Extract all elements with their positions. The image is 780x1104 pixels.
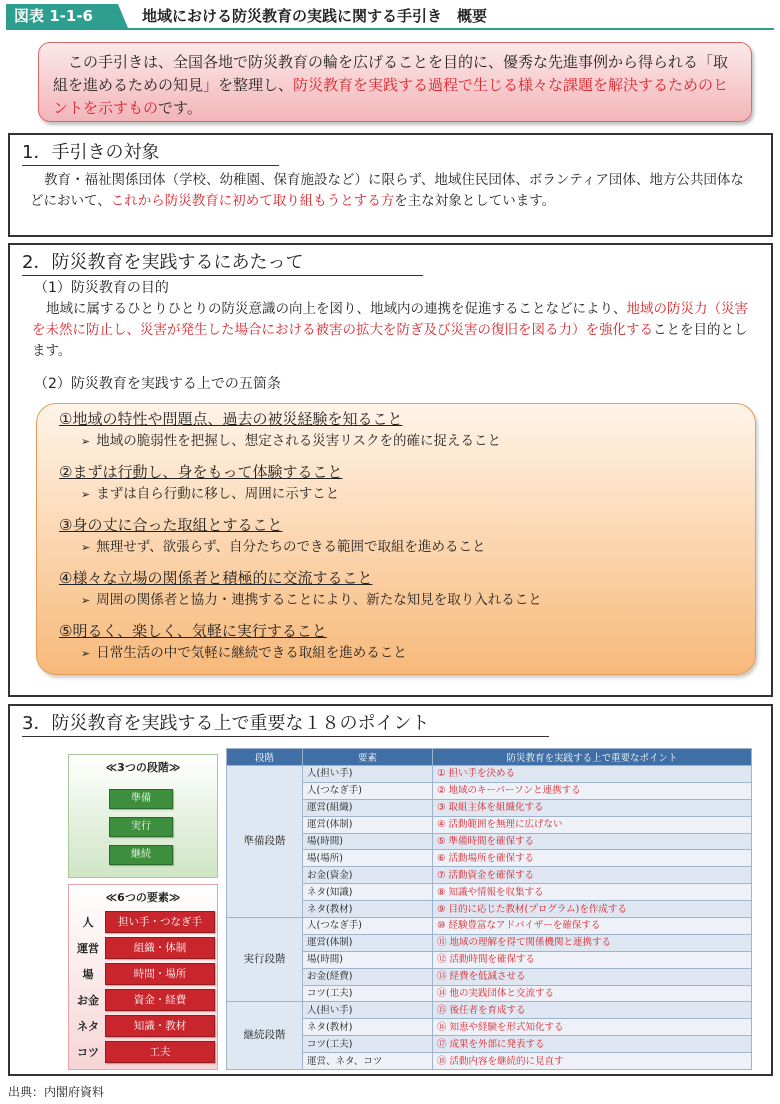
point-cell: ⑥ 活動場所を確保する	[433, 850, 752, 867]
stage-cell: 継続段階	[227, 1002, 303, 1070]
element-label: 場	[82, 968, 94, 981]
element-label: コツ	[77, 1046, 99, 1059]
element-cell: ネタ(知識)	[303, 884, 433, 901]
point-cell: ⑨ 目的に応じた教材(プログラム)を作成する	[433, 901, 752, 918]
stage-label: 実行	[109, 817, 173, 837]
table-row	[227, 884, 752, 901]
element-label: ネタ	[77, 1020, 99, 1033]
element-row	[73, 963, 215, 985]
purpose-heading: （1）防災教育の目的	[34, 280, 169, 296]
stage-cell: 準備段階	[227, 766, 303, 918]
point-cell: ② 地域のキーパーソンと連携する	[433, 782, 752, 799]
element-label: 人	[82, 916, 94, 929]
intro-text: この手引きは、全国各地で防災教育の輪を広げることを目的に、優秀な先進事例から得られる「取組を進めるための知見」を整理し、	[53, 53, 729, 94]
section-practice-title: 2．防災教育を実践するにあたって	[22, 251, 423, 276]
point-cell: ⑯ 知恵や経験を形式知化する	[433, 1019, 752, 1036]
table-row	[227, 1053, 752, 1070]
element-cell: ネタ(教材)	[303, 1019, 433, 1036]
element-cell: ネタ(教材)	[303, 901, 433, 918]
table-row	[227, 934, 752, 951]
stage-label: 準備	[109, 789, 173, 809]
point-cell: ④ 活動範囲を無理に広げない	[433, 816, 752, 833]
table-row	[227, 901, 752, 918]
table-row	[227, 867, 752, 884]
element-value: 資金・経費	[105, 989, 215, 1011]
section-target-text-b: を主な対象としています。	[394, 193, 556, 209]
element-cell: 人(担い手)	[303, 1002, 433, 1019]
element-value: 時間・場所	[105, 963, 215, 985]
point-cell: ① 担い手を決める	[433, 766, 752, 783]
element-value: 工夫	[105, 1041, 215, 1063]
point-cell: ⑦ 活動資金を確保する	[433, 867, 752, 884]
table-header-element: 要素	[303, 749, 433, 766]
table-header-point: 防災教育を実践する上で重要なポイント	[433, 749, 752, 766]
bullet-arrow-icon: ➢	[81, 647, 91, 660]
section-target-title: 1．手引きの対象	[22, 141, 279, 166]
elements-panel	[68, 884, 218, 1070]
point-cell: ⑫ 活動時間を確保する	[433, 951, 752, 968]
figure-number-badge: 図表 1-1-6	[6, 4, 118, 28]
table-row	[227, 985, 752, 1002]
table-row	[227, 816, 752, 833]
table-row	[227, 1019, 752, 1036]
bullet-arrow-icon: ➢	[81, 435, 91, 448]
element-cell: 場(時間)	[303, 951, 433, 968]
stages-panel-title: ≪3つの段階≫	[105, 761, 181, 774]
section-target-highlight: これから防災教育に初めて取り組もうとする方	[110, 193, 395, 209]
bullet-arrow-icon: ➢	[81, 594, 91, 607]
article-heading: ⑤明るく、楽しく、気軽に実行すること	[59, 622, 327, 640]
point-cell: ⑱ 活動内容を継続的に見直す	[433, 1053, 752, 1070]
point-cell: ⑪ 地域の理解を得て関係機関と連携する	[433, 934, 752, 951]
article-detail	[59, 430, 755, 453]
article-heading: ③身の丈に合った取組とすること	[59, 516, 283, 534]
element-value: 組織・体制	[105, 937, 215, 959]
table-row	[227, 918, 752, 935]
purpose-text	[32, 299, 753, 362]
section-practice	[8, 243, 773, 697]
point-cell: ⑬ 経費を低減させる	[433, 968, 752, 985]
element-row	[73, 1015, 215, 1037]
table-row	[227, 951, 752, 968]
stage-cell: 実行段階	[227, 918, 303, 1002]
table-row	[227, 1002, 752, 1019]
figure-header	[6, 4, 774, 30]
element-cell: 人(つなぎ手)	[303, 782, 433, 799]
elements-panel-title: ≪6つの要素≫	[105, 891, 181, 904]
article-heading: ④様々な立場の関係者と積極的に交流すること	[59, 569, 373, 587]
element-row	[73, 989, 215, 1011]
purpose-text-a: 地域に属するひとりひとりの防災意識の向上を図り、地域内の連携を促進することなどにより、	[46, 301, 627, 317]
points-table-body	[227, 766, 752, 1070]
element-cell: 人(つなぎ手)	[303, 918, 433, 935]
table-row	[227, 1036, 752, 1053]
article-detail-text: 日常生活の中で気軽に継続できる取組を進めること	[96, 645, 407, 661]
element-cell: お金(経費)	[303, 968, 433, 985]
element-value: 担い手・つなぎ手	[105, 911, 215, 933]
section-target-text	[30, 170, 753, 212]
article-heading: ②まずは行動し、身をもって体験すること	[59, 463, 343, 481]
element-cell: 運営、ネタ、コツ	[303, 1053, 433, 1070]
element-cell: 場(時間)	[303, 833, 433, 850]
element-value: 知識・教材	[105, 1015, 215, 1037]
purpose-text-b: ことを目的とします。	[32, 322, 748, 359]
section-18-points-title: 3．防災教育を実践する上で重要な１８のポイント	[22, 712, 549, 737]
element-row	[73, 1041, 215, 1063]
intro-box	[38, 42, 752, 122]
article-detail-text: まずは自ら行動に移し、周囲に示すこと	[96, 486, 340, 502]
intro-text-end: です。	[158, 99, 202, 117]
article-detail-text: 周囲の関係者と協力・連携することにより、新たな知見を取り入れること	[96, 592, 542, 608]
point-cell: ⑰ 成果を外部に発表する	[433, 1036, 752, 1053]
element-cell: コツ(工夫)	[303, 985, 433, 1002]
stage-label: 継続	[109, 845, 173, 865]
element-label: お金	[77, 994, 99, 1007]
figure-title: 地域における防災教育の実践に関する手引き 概要	[142, 7, 488, 25]
element-cell: 運営(体制)	[303, 934, 433, 951]
point-cell: ③ 取組主体を組織化する	[433, 799, 752, 816]
five-articles-heading: （2）防災教育を実践する上での五箇条	[34, 376, 281, 392]
intro-highlight: 防災教育を実践する過程で生じる様々な課題を解決するためのヒントを示すもの	[53, 76, 729, 117]
point-cell: ⑮ 後任者を育成する	[433, 1002, 752, 1019]
section-target-text-a: 教育・福祉関係団体（学校、幼稚園、保育施設など）に限らず、地域住民団体、ボランティア団体、地方公共団体などにおいて、	[30, 172, 744, 209]
table-row	[227, 799, 752, 816]
article-detail	[59, 536, 755, 559]
element-cell: お金(資金)	[303, 867, 433, 884]
stages-panel	[68, 754, 218, 878]
purpose-highlight: 地域の防災力（災害を未然に防止し、災害が発生した場合における被害の拡大を防ぎ及び災害の復旧を図る力）を強化する	[32, 301, 748, 338]
table-row	[227, 968, 752, 985]
element-row	[73, 911, 215, 933]
element-cell: 場(場所)	[303, 850, 433, 867]
point-cell: ⑤ 準備時間を確保する	[433, 833, 752, 850]
article-detail	[59, 642, 755, 665]
table-row	[227, 850, 752, 867]
article-heading: ①地域の特性や問題点、過去の被災経験を知ること	[59, 410, 403, 428]
article-detail	[59, 483, 755, 506]
table-row	[227, 833, 752, 850]
point-cell: ⑭ 他の実践団体と交流する	[433, 985, 752, 1002]
article-detail-text: 無理せず、欲張らず、自分たちのできる範囲で取組を進めること	[96, 539, 486, 555]
element-cell: 運営(組織)	[303, 799, 433, 816]
element-cell: 運営(体制)	[303, 816, 433, 833]
article-detail	[59, 589, 755, 612]
bullet-arrow-icon: ➢	[81, 488, 91, 501]
table-header-stage: 段階	[227, 749, 303, 766]
article-detail-text: 地域の脆弱性を把握し、想定される災害リスクを的確に捉えること	[96, 433, 501, 449]
section-18-points	[8, 704, 773, 1076]
point-cell: ⑧ 知識や情報を収集する	[433, 884, 752, 901]
points-table	[226, 748, 752, 1070]
table-row	[227, 782, 752, 799]
element-row	[73, 937, 215, 959]
five-articles-box	[36, 403, 756, 675]
table-row	[227, 766, 752, 783]
source-note: 出典：内閣府資料	[8, 1085, 105, 1099]
element-cell: 人(担い手)	[303, 766, 433, 783]
element-label: 運営	[77, 942, 99, 955]
section-target	[8, 133, 773, 237]
element-cell: コツ(工夫)	[303, 1036, 433, 1053]
point-cell: ⑩ 経験豊富なアドバイザーを確保する	[433, 918, 752, 935]
bullet-arrow-icon: ➢	[81, 541, 91, 554]
